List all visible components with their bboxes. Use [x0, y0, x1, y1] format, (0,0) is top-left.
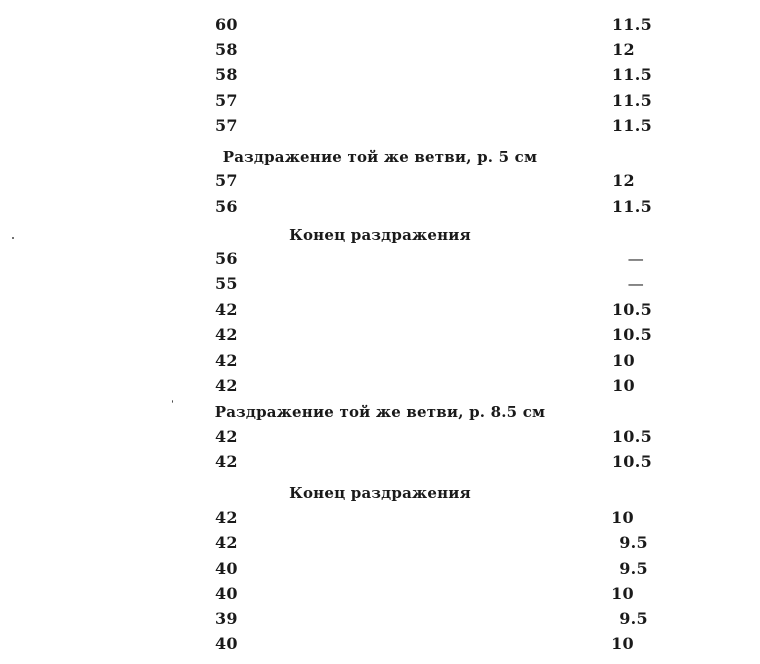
right-value: 9.5	[619, 559, 648, 578]
table-row	[0, 323, 760, 347]
section-heading: Конец раздражения	[289, 226, 471, 244]
table-row	[0, 89, 760, 113]
table-row	[0, 349, 760, 373]
left-value: 42	[215, 533, 238, 552]
right-value: 10.5	[611, 300, 652, 319]
table-row	[0, 63, 760, 87]
section-heading: Конец раздражения	[289, 484, 471, 502]
right-value: 10	[611, 634, 634, 653]
table-row	[0, 272, 760, 296]
right-value: 11.5	[611, 15, 652, 34]
right-value: 9.5	[619, 609, 648, 628]
right-value: 10	[611, 508, 634, 527]
table-row	[0, 425, 760, 449]
table-row	[0, 195, 760, 219]
right-value: 10.5	[611, 427, 652, 446]
left-value: 42	[215, 452, 238, 471]
left-value: 56	[215, 197, 238, 216]
left-value: 42	[215, 325, 238, 344]
table-row	[0, 13, 760, 37]
table-row	[0, 38, 760, 62]
left-value: 42	[215, 508, 238, 527]
table-row	[0, 169, 760, 193]
table-row	[0, 632, 760, 656]
right-value: 11.5	[611, 116, 652, 135]
right-value: 12	[612, 171, 635, 190]
section-heading: Раздражение той же ветви, р. 8.5 см	[214, 403, 546, 421]
left-value: 42	[215, 351, 238, 370]
table-row	[0, 582, 760, 606]
table-row	[0, 506, 760, 530]
table-row	[0, 607, 760, 631]
right-value: 12	[612, 40, 635, 59]
left-value: 56	[215, 249, 238, 268]
right-value: 10.5	[611, 452, 652, 471]
right-value: —	[627, 274, 644, 293]
right-value: 10.5	[611, 325, 652, 344]
right-value: 11.5	[611, 65, 652, 84]
table-row	[0, 450, 760, 474]
scan-speck	[172, 400, 173, 403]
left-value: 55	[215, 274, 238, 293]
left-value: 57	[215, 116, 238, 135]
table-row	[0, 531, 760, 555]
table-row	[0, 114, 760, 138]
scan-speck	[12, 237, 14, 239]
table-row	[0, 247, 760, 271]
table-row	[0, 298, 760, 322]
right-value: 10	[612, 351, 635, 370]
left-value: 57	[215, 91, 238, 110]
right-value: 11.5	[611, 197, 652, 216]
right-value: 9.5	[619, 533, 648, 552]
table-row	[0, 374, 760, 398]
left-value: 60	[215, 15, 238, 34]
left-value: 40	[215, 584, 238, 603]
left-value: 39	[215, 609, 238, 628]
left-value: 40	[215, 634, 238, 653]
right-value: 11.5	[611, 91, 652, 110]
right-value: —	[627, 249, 644, 268]
right-value: 10	[611, 584, 634, 603]
left-value: 42	[215, 427, 238, 446]
section-heading: Раздражение той же ветви, р. 5 см	[222, 148, 538, 166]
left-value: 42	[215, 300, 238, 319]
table-row	[0, 557, 760, 581]
left-value: 58	[215, 40, 238, 59]
left-value: 57	[215, 171, 238, 190]
left-value: 40	[215, 559, 238, 578]
right-value: 10	[612, 376, 635, 395]
left-value: 42	[215, 376, 238, 395]
left-value: 58	[215, 65, 238, 84]
